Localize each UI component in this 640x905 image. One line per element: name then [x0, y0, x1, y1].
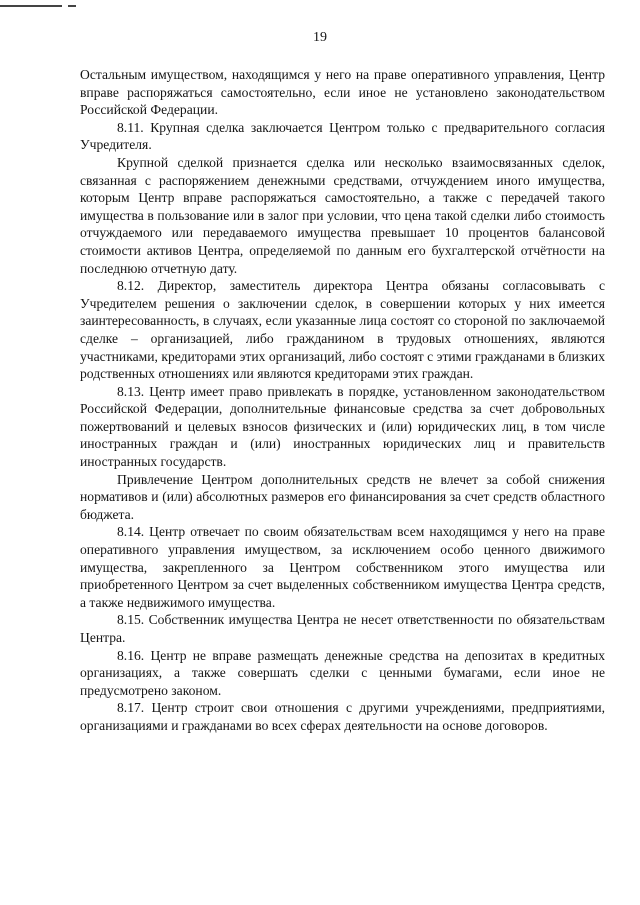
paragraph-8-16: 8.16. Центр не вправе размещать денежные средства на депозитах в кредитных организациях, а также совершать сделки с ценными бумагами, если иное не предусмотрено законом.	[80, 647, 605, 698]
paragraph-8-13: 8.13. Центр имеет право привлекать в порядке, установленном законодательством Российской Федерации, дополнительные финансовые средства за счет добровольных пожертвований и целевых взносов физических и (или) юридических лиц, в том числе иностранных граждан и (или) иностранных юридических лиц и правительств иностранных государств.	[80, 383, 605, 470]
paragraph-major-deal-definition: Крупной сделкой признается сделка или несколько взаимосвязанных сделок, связанная с распоряжением денежными средствами, отчуждением иного имущества, которым Центр вправе распоряжаться самостоятельно, а также с передачей такого имущества в пользование или в залог при условии, что цена такой сделки либо стоимость отчуждаемого или передаваемого имущества превышает 10 процентов балансовой стоимости активов Центра, определяемой по данным его бухгалтерской отчётности на последнюю отчетную дату.	[80, 154, 605, 276]
paragraph-8-15: 8.15. Собственник имущества Центра не несет ответственности по обязательствам Центра.	[80, 612, 605, 645]
paragraph-8-14: 8.14. Центр отвечает по своим обязательствам всем находящимся у него на праве оперативного управления имуществом, за исключением особо ценного движимого имущества, закрепленного за Центром собственником этого имущества или приобретенного Центром за счет выделенных собственником имущества Центра средств, а также недвижимого имущества.	[80, 524, 605, 610]
paragraph-8-12: 8.12. Директор, заместитель директора Центра обязаны согласовывать с Учредителем решения о заключении сделок, в совершении которых у них имеется заинтересованность, в случаях, если указанные лица состоят со стороной по заключаемой сделке – организацией, либо гражданином в трудовых отношениях, являются участниками, кредиторами этих организаций, либо состоят с этими гражданами в близких родственных отношениях или являются кредиторами этих граждан.	[80, 278, 605, 382]
paragraph-8-11: 8.11. Крупная сделка заключается Центром только с предварительного согласия Учредителя.	[80, 119, 605, 153]
scan-edge-mark	[0, 5, 62, 7]
paragraph-additional-funds: Привлечение Центром дополнительных средств не влечет за собой снижения нормативов и (или) абсолютных размеров его финансирования за счет средств областного бюджета.	[80, 471, 605, 522]
document-body	[80, 66, 605, 735]
page-number: 19	[313, 30, 327, 45]
paragraph-continuation: Остальным имуществом, находящимся у него на праве оперативного управления, Центр вправе распоряжаться самостоятельно, если иное не установлено законодательством Российской Федерации.	[80, 67, 605, 118]
paragraph-8-17: 8.17. Центр строит свои отношения с другими учреждениями, предприятиями, организациями и гражданами во всех сферах деятельности на основе договоров.	[80, 700, 605, 733]
